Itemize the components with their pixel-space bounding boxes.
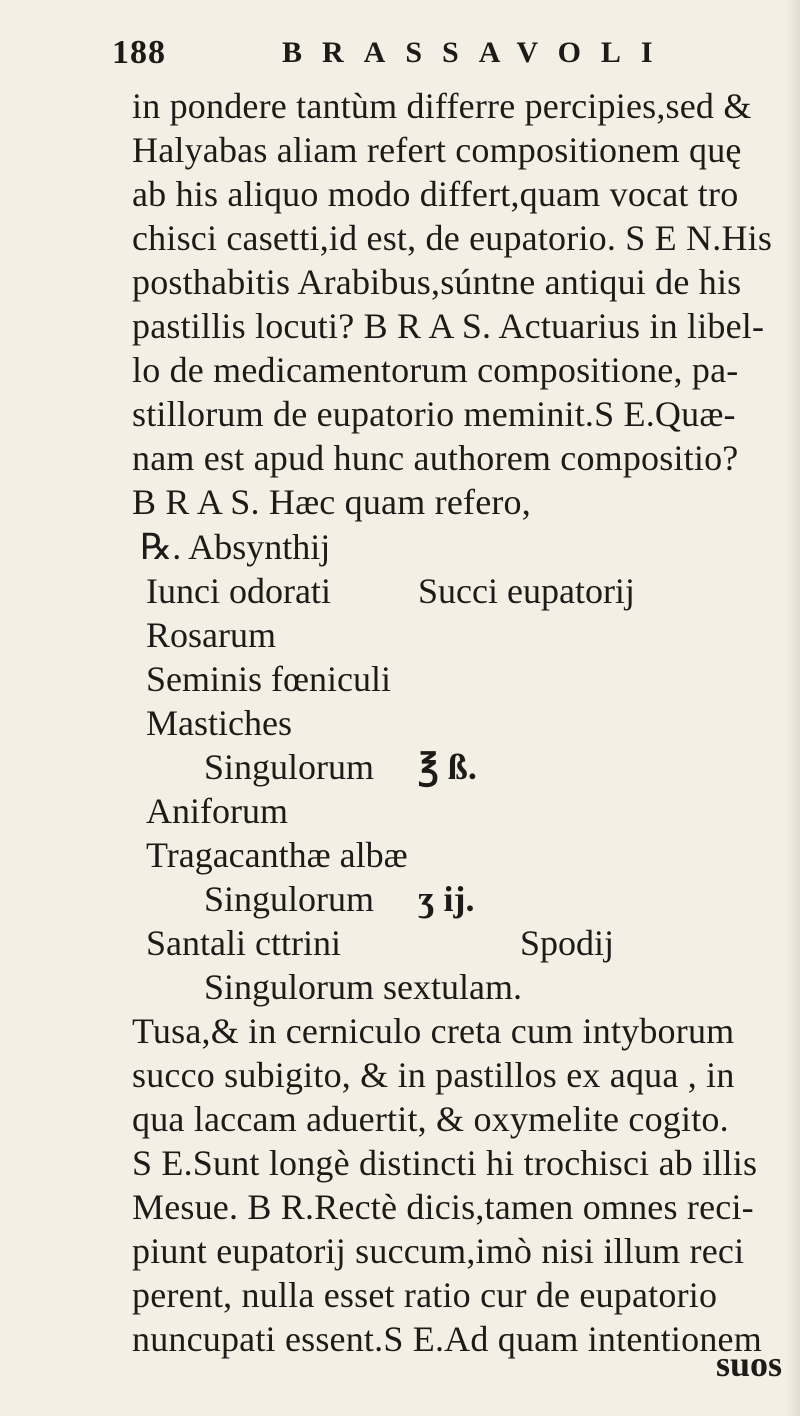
text-line: stillorum de eupatorio meminit.S E.Quæ- <box>132 394 736 434</box>
text-line: Mesue. B R.Rectè dicis,tamen omnes reci- <box>132 1187 754 1227</box>
text-line: lo de medicamentorum compositione, pa- <box>132 350 739 390</box>
text-line: qua laccam aduertit, & oxymelite cogito. <box>132 1099 729 1139</box>
text-line: S E.Sunt longè distincti hi trochisci ab illis <box>132 1143 758 1183</box>
recipe-line: ℞. Absynthij <box>140 527 331 567</box>
text-line: ab his aliquo modo differt,quam vocat tro <box>132 174 739 214</box>
text-line: succo subigito, & in pastillos ex aqua , in <box>132 1055 735 1095</box>
recipe-line: ʒ ij. <box>418 879 475 919</box>
recipe-line: Singulorum sextulam. <box>204 967 522 1007</box>
text-line: posthabitis Arabibus,súntne antiqui de his <box>132 262 742 302</box>
text-line: B R A S. Hæc quam refero, <box>132 482 531 522</box>
page-edge-shadow <box>786 0 800 1416</box>
recipe-line: ℥ ß. <box>418 747 477 787</box>
recipe-line: Aniforum <box>146 791 288 831</box>
recipe-line: Singulorum <box>204 879 375 919</box>
page-number: 188 <box>112 34 166 71</box>
recipe-line: Succi eupatorij <box>418 571 635 611</box>
recipe-line: Seminis fœniculi <box>146 659 391 699</box>
running-head: BRASSAVOLI <box>282 36 673 69</box>
recipe-line: Tragacanthæ albæ <box>146 835 408 875</box>
text-line: Halyabas aliam refert compositionem quę <box>132 130 742 170</box>
text-line: perent, nulla esset ratio cur de eupatorio <box>132 1275 718 1315</box>
text-line: in pondere tantùm differre percipies,sed & <box>132 86 752 126</box>
page-header <box>112 34 792 82</box>
text-line: nuncupati essent.S E.Ad quam intentionem <box>132 1319 762 1359</box>
text-line: Tusa,& in cerniculo creta cum intyborum <box>132 1011 735 1051</box>
text-line: chisci casetti,id est, de eupatorio. S E N.His <box>132 218 773 258</box>
recipe-line: Iunci odorati <box>146 571 331 611</box>
text-line: nam est apud hunc authorem compositio? <box>132 438 739 478</box>
recipe-line: Singulorum <box>204 747 375 787</box>
text-line: pastillis locuti? B R A S. Actuarius in libel- <box>132 306 765 346</box>
text-line: piunt eupatorij succum,imò nisi illum reci <box>132 1231 745 1271</box>
catchword: suos <box>716 1344 783 1384</box>
recipe-line: Mastiches <box>146 703 292 743</box>
recipe-line: Spodij <box>520 923 615 963</box>
recipe-line: Rosarum <box>146 615 276 655</box>
recipe-line: Santali cttrini <box>146 923 341 963</box>
